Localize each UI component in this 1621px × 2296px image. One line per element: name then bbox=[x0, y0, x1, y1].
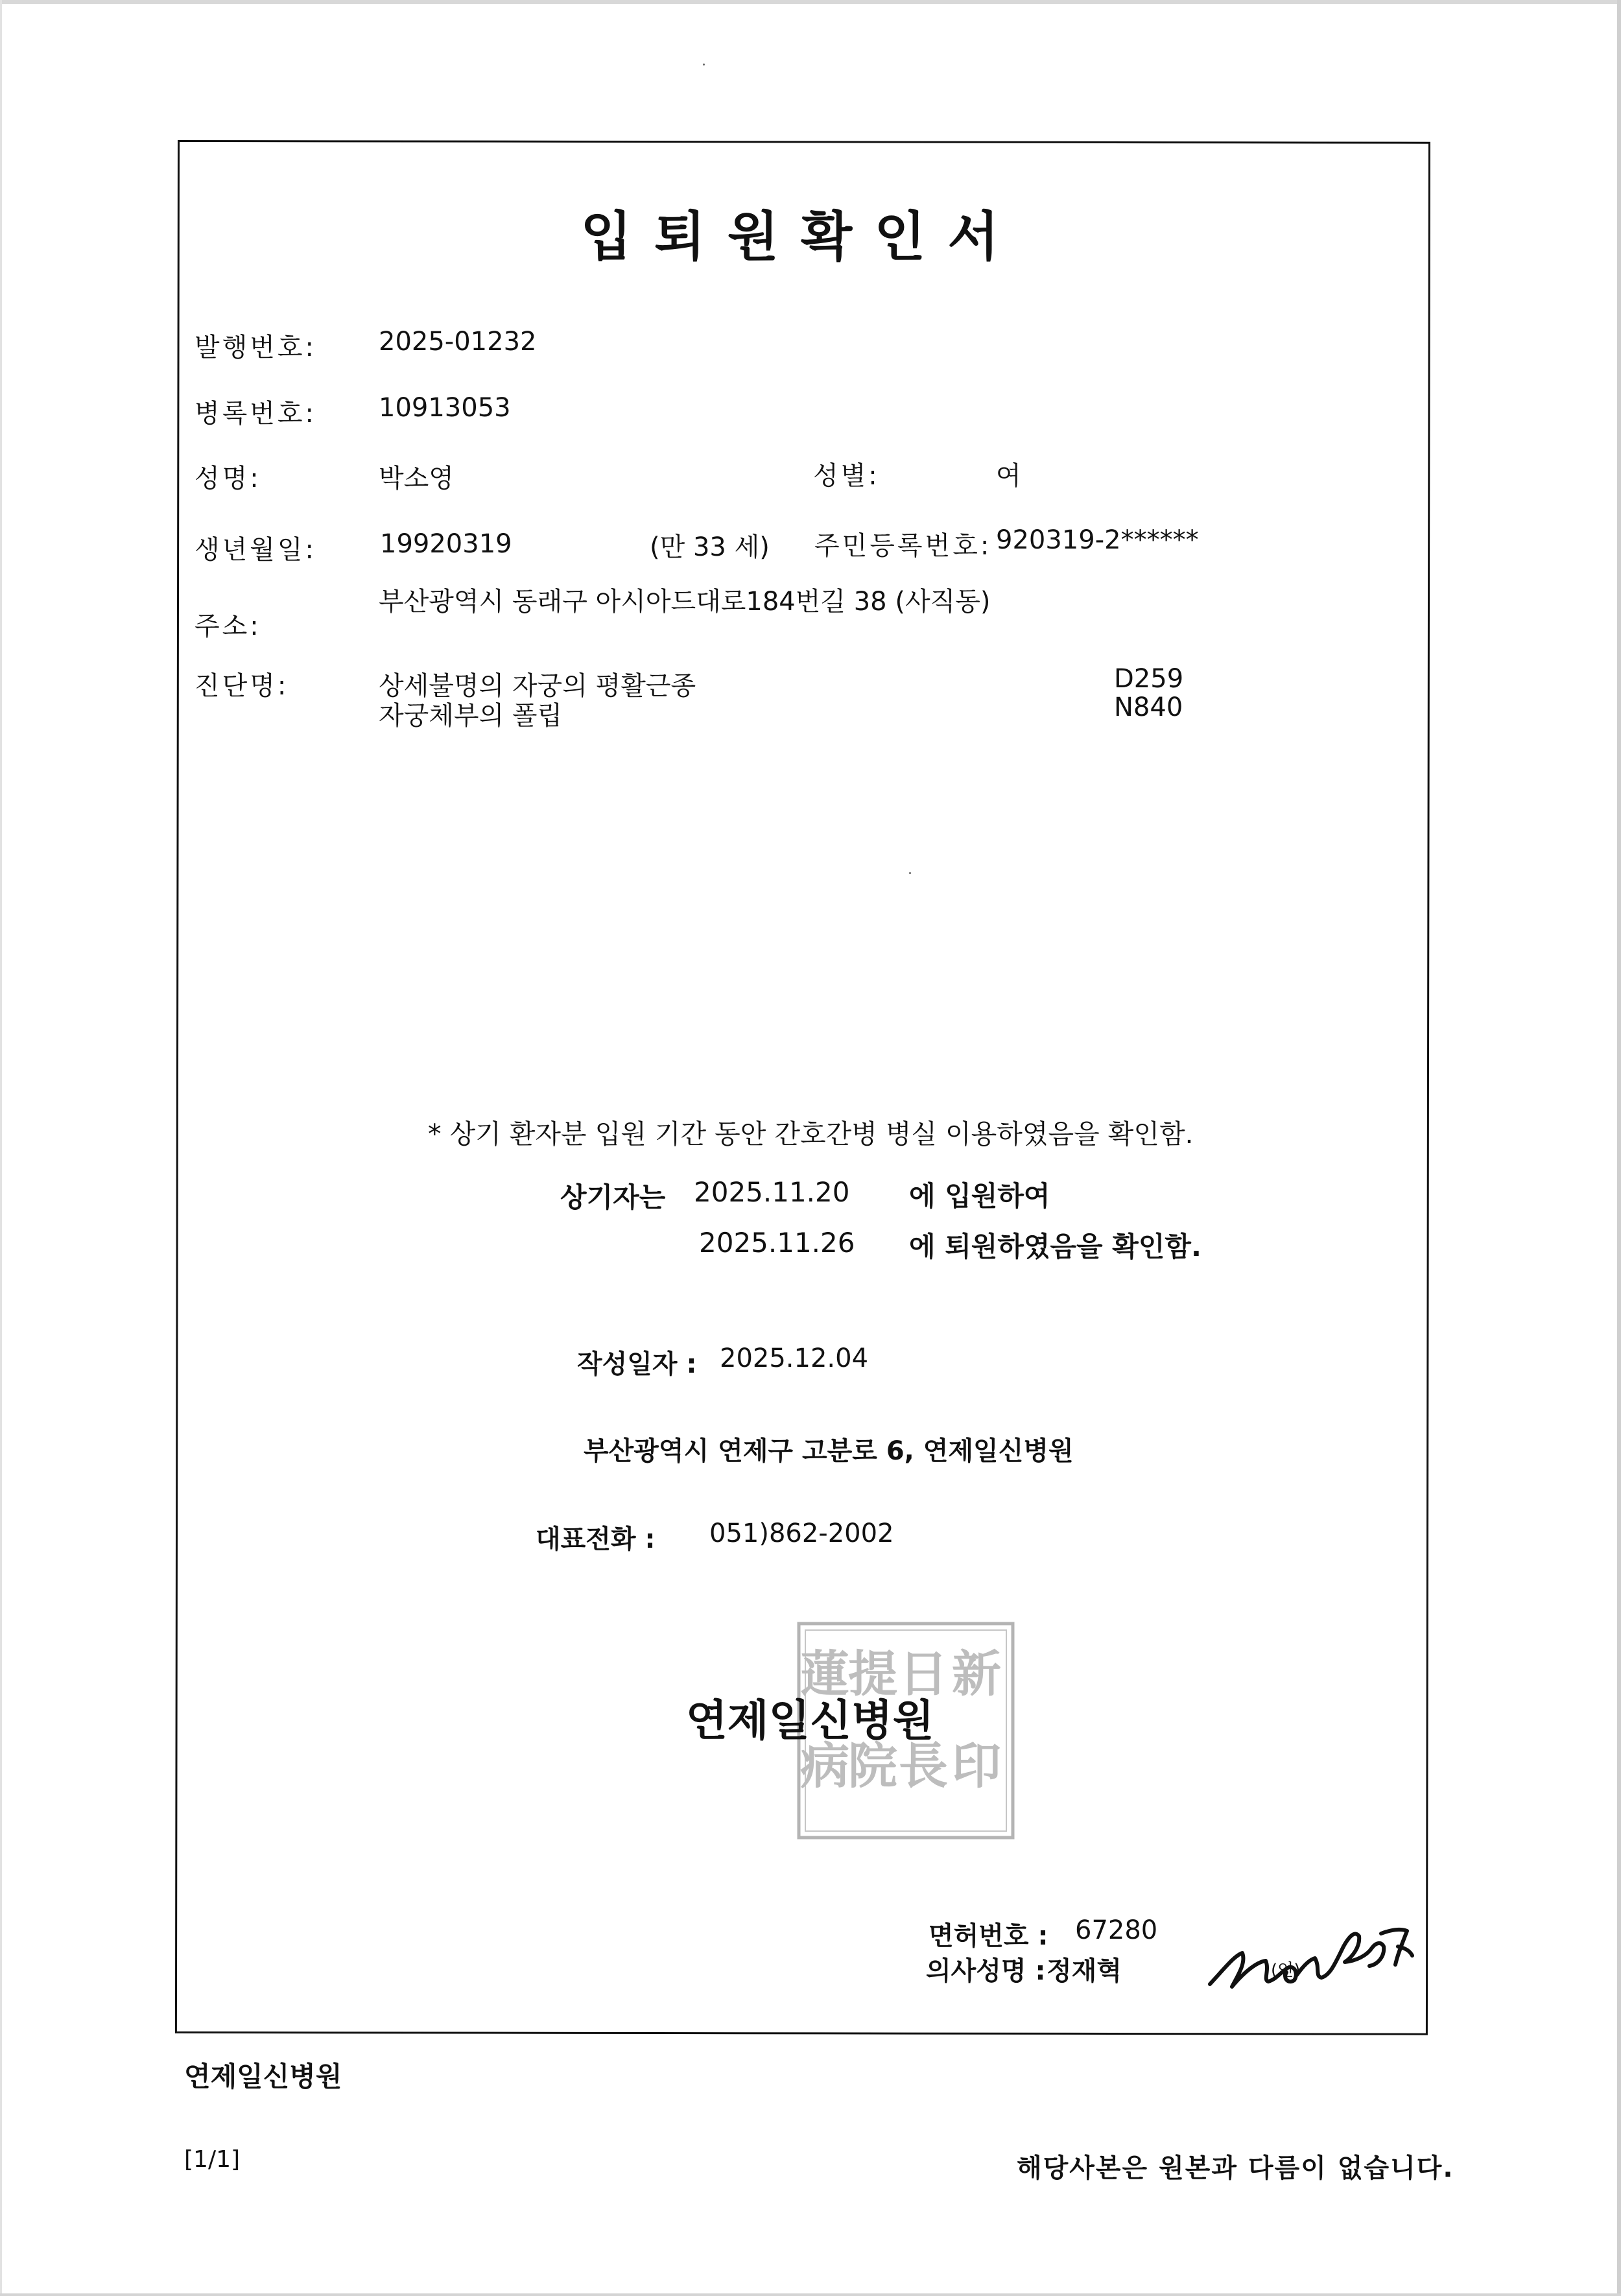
license-label: 면허번호 : bbox=[929, 1921, 1048, 1951]
discharge-text: 에 퇴원하였음을 확인함. bbox=[909, 1231, 1201, 1262]
name-value: 박소영 bbox=[379, 464, 454, 493]
stamp-glyph-3: 日 bbox=[899, 1645, 948, 1703]
license-value: 67280 bbox=[1075, 1915, 1158, 1945]
stamp-glyph-6: 院 bbox=[848, 1737, 897, 1795]
phone-label: 대표전화 : bbox=[536, 1524, 656, 1554]
scan-speck bbox=[703, 64, 705, 65]
issue-no-value: 2025-01232 bbox=[379, 327, 537, 357]
stamp-glyph-2: 印 bbox=[952, 1737, 1001, 1795]
document-title: 입퇴원확인서 bbox=[580, 206, 1021, 268]
footer-copy-note: 해당사본은 원본과 다름이 없습니다. bbox=[1017, 2153, 1454, 2183]
stamp-glyph-1: 新 bbox=[952, 1645, 1001, 1703]
diagnosis-item-2-code: N840 bbox=[1114, 692, 1183, 722]
record-no-value: 10913053 bbox=[379, 393, 511, 423]
hospital-name-signature-line: 연제일신병원 bbox=[686, 1696, 934, 1746]
resident-no-value: 920319-2****** bbox=[996, 525, 1199, 555]
hospital-address: 부산광역시 연제구 고분로 6, 연제일신병원 bbox=[584, 1436, 1074, 1466]
scan-edge-bottom bbox=[0, 2293, 1621, 2296]
birth-value: 19920319 bbox=[380, 529, 512, 559]
diagnosis-item-1-name: 상세불명의 자궁의 평활근종 bbox=[379, 671, 696, 701]
birth-label: 생년월일: bbox=[195, 535, 317, 565]
stamp-glyph-8: 病 bbox=[800, 1737, 849, 1795]
stamp-glyph-5: 提 bbox=[848, 1645, 897, 1703]
resident-no-label: 주민등록번호: bbox=[814, 531, 992, 561]
phone-value: 051)862-2002 bbox=[709, 1519, 894, 1548]
stamp-glyph-7: 蓮 bbox=[800, 1645, 849, 1703]
doctor-signature bbox=[1206, 1908, 1420, 2005]
written-date-label: 작성일자 : bbox=[577, 1349, 697, 1379]
written-date-value: 2025.12.04 bbox=[720, 1343, 869, 1373]
diagnosis-item-2-name: 자궁체부의 폴립 bbox=[379, 701, 563, 731]
scan-edge-left bbox=[0, 0, 2, 2296]
admission-text: 에 입원하여 bbox=[909, 1180, 1050, 1212]
nursing-care-note: * 상기 환자분 입원 기간 동안 간호간병 병실 이용하였음을 확인함. bbox=[428, 1118, 1194, 1150]
name-label: 성명: bbox=[195, 464, 261, 493]
seal-mark: (인) bbox=[1271, 1961, 1301, 1980]
admission-date: 2025.11.20 bbox=[694, 1176, 850, 1208]
scan-edge-right bbox=[1617, 0, 1621, 2296]
footer-page-number: [1/1] bbox=[184, 2146, 241, 2173]
stamp-glyph-4: 長 bbox=[899, 1737, 948, 1795]
record-no-label: 병록번호: bbox=[195, 399, 317, 429]
sex-value: 여 bbox=[996, 461, 1021, 491]
doctor-label: 의사성명 : bbox=[926, 1956, 1046, 1986]
sex-label: 성별: bbox=[813, 461, 880, 491]
age-value: (만 33 세) bbox=[650, 532, 770, 562]
scan-edge-top bbox=[0, 0, 1621, 4]
address-value: 부산광역시 동래구 아시아드대로184번길 38 (사직동) bbox=[379, 587, 991, 617]
doctor-name: 정재혁 bbox=[1047, 1956, 1122, 1986]
subject-label: 상기자는 bbox=[560, 1181, 666, 1213]
footer-hospital-name: 연제일신병원 bbox=[184, 2061, 342, 2092]
diagnosis-label: 진단명: bbox=[195, 671, 289, 701]
discharge-date: 2025.11.26 bbox=[699, 1227, 855, 1259]
diagnosis-item-1-code: D259 bbox=[1114, 664, 1184, 694]
address-label: 주소: bbox=[195, 611, 261, 641]
issue-no-label: 발행번호: bbox=[195, 333, 317, 362]
